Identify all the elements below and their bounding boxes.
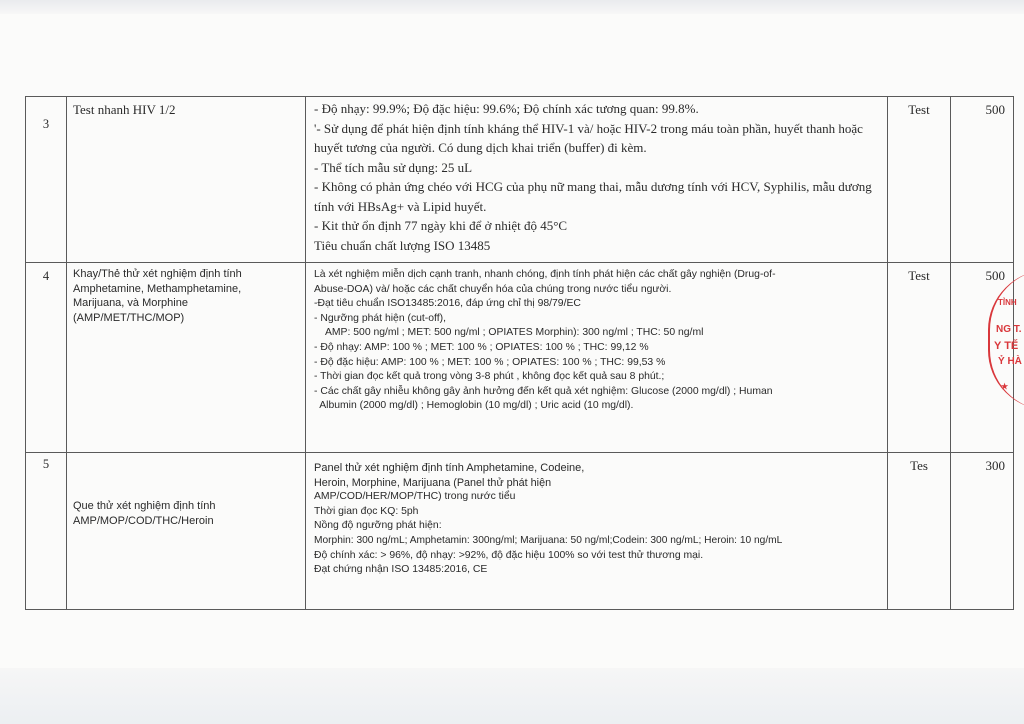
product-name-line: Que thử xét nghiệm định tính [73, 500, 216, 512]
stamp-text: NG T. [996, 324, 1022, 335]
quantity-cell: 500 [951, 97, 1014, 263]
spec-line: - Kit thử ổn định 77 ngày khi để ở nhiệt độ 45°C [314, 218, 568, 233]
table-row [26, 97, 1014, 263]
row-number-cell [26, 453, 67, 610]
spec-line: Là xét nghiệm miễn dịch cạnh tranh, nhanh chóng, định tính phát hiện các chất gây nghiện (Drug-of- [314, 269, 776, 280]
spec-line: - Thể tích mẫu sử dụng: 25 uL [314, 159, 473, 175]
row-number: 3 [42, 117, 50, 131]
stamp-star-icon: ★ [1001, 382, 1009, 391]
product-name-line: Khay/Thẻ thử xét nghiệm định tính [73, 268, 242, 280]
scan-edge-bottom [0, 668, 1024, 724]
spec-line: Abuse-DOA) và/ hoặc các chất chuyển hóa của chúng trong nước tiểu người. [314, 283, 672, 295]
official-stamp [988, 270, 1024, 410]
spec-line: Thời gian đọc KQ: 5ph [314, 505, 419, 517]
specification-table [25, 96, 1014, 610]
unit-cell: Tes [888, 453, 951, 610]
stamp-text: TỈNH [998, 298, 1017, 307]
row-number-cell [26, 263, 67, 453]
specification-cell [306, 97, 888, 263]
product-name-cell [67, 453, 306, 610]
spec-heading-line: Heroin, Morphine, Marijuana (Panel thử phát hiện [314, 476, 552, 489]
product-name-line: Marijuana, và Morphine [73, 297, 188, 309]
row-number-cell [26, 97, 67, 263]
spec-line: - Không có phản ứng chéo với HCG của phụ nữ mang thai, mẫu dương tính với HCV, Syphilis, mẫu dương tính với HBsAg+ và Lipid huyết. [314, 179, 872, 214]
spec-line: -Đạt tiêu chuẩn ISO13485:2016, đáp ứng chỉ thị 98/79/EC [314, 298, 581, 310]
row-number: 5 [42, 457, 50, 471]
table-row [26, 263, 1014, 453]
spec-line: - Độ nhạy: AMP: 100 % ; MET: 100 % ; OPIATES: 100 % ; THC: 99,12 % [314, 341, 649, 353]
product-name-cell [67, 263, 306, 453]
table-row [26, 453, 1014, 610]
unit-cell: Test [888, 263, 951, 453]
product-name-line: (AMP/MET/THC/MOP) [73, 311, 185, 324]
stamp-text: Y TẾ [994, 340, 1019, 352]
spec-line: Độ chính xác: > 96%, độ nhạy: >92%, độ đặc hiệu 100% so với test thử thương mại. [314, 549, 704, 561]
quantity-cell: 500 [951, 263, 1014, 453]
stamp-text: Ỷ HÀ [998, 356, 1022, 367]
row-number: 4 [42, 269, 50, 283]
product-name-cell [67, 97, 306, 263]
specification-cell [306, 453, 888, 610]
spec-line: AMP: 500 ng/ml ; MET: 500 ng/ml ; OPIATES Morphin): 300 ng/ml ; THC: 50 ng/ml [314, 327, 704, 339]
scan-edge-top [0, 0, 1024, 14]
spec-line: - Ngưỡng phát hiện (cut-off), [314, 312, 446, 324]
spec-heading-line: Panel thử xét nghiệm định tính Amphetamine, Codeine, [314, 462, 585, 474]
product-name: Test nhanh HIV 1/2 [73, 102, 176, 117]
spec-line: - Thời gian đọc kết quả trong vòng 3-8 phút , không đọc kết quả sau 8 phút.; [314, 371, 665, 383]
spec-line: Đạt chứng nhận ISO 13485:2016, CE [314, 564, 488, 576]
product-name-line: AMP/MOP/COD/THC/Heroin [73, 514, 214, 527]
spec-line: AMP/COD/HER/MOP/THC) trong nước tiểu [314, 491, 516, 503]
specification-cell [306, 263, 888, 453]
spec-line: Nồng độ ngưỡng phát hiện: [314, 520, 442, 532]
quantity-cell: 300 [951, 453, 1014, 610]
product-name-line: Amphetamine, Methamphetamine, [73, 282, 242, 295]
spec-line: Albumin (2000 mg/dl) ; Hemoglobin (10 mg/dl) ; Uric acid (10 mg/dl). [314, 400, 634, 412]
spec-line: Tiêu chuẩn chất lượng ISO 13485 [314, 237, 491, 253]
spec-line: '- Sử dụng để phát hiện định tính kháng thể HIV-1 và/ hoặc HIV-2 trong máu toàn phần, huyết thanh hoặc huyết tương của người. Có dung dịch khai triển (buffer) đi kèm. [314, 120, 863, 155]
spec-line: Morphin: 300 ng/mL; Amphetamin: 300ng/ml; Marijuana: 50 ng/ml;Codein: 300 ng/mL; Heroin: 10 ng/mL [314, 534, 783, 546]
unit-cell: Test [888, 97, 951, 263]
spec-line: - Độ nhạy: 99.9%; Độ đặc hiệu: 99.6%; Độ chính xác tương quan: 99.8%. [314, 101, 699, 116]
spec-line: - Độ đặc hiệu: AMP: 100 % ; MET: 100 % ; OPIATES: 100 % ; THC: 99,53 % [314, 356, 666, 368]
spec-line: - Các chất gây nhiễu không gây ảnh hưởng đến kết quả xét nghiệm: Glucose (2000 mg/dl) ; Human [314, 385, 773, 397]
